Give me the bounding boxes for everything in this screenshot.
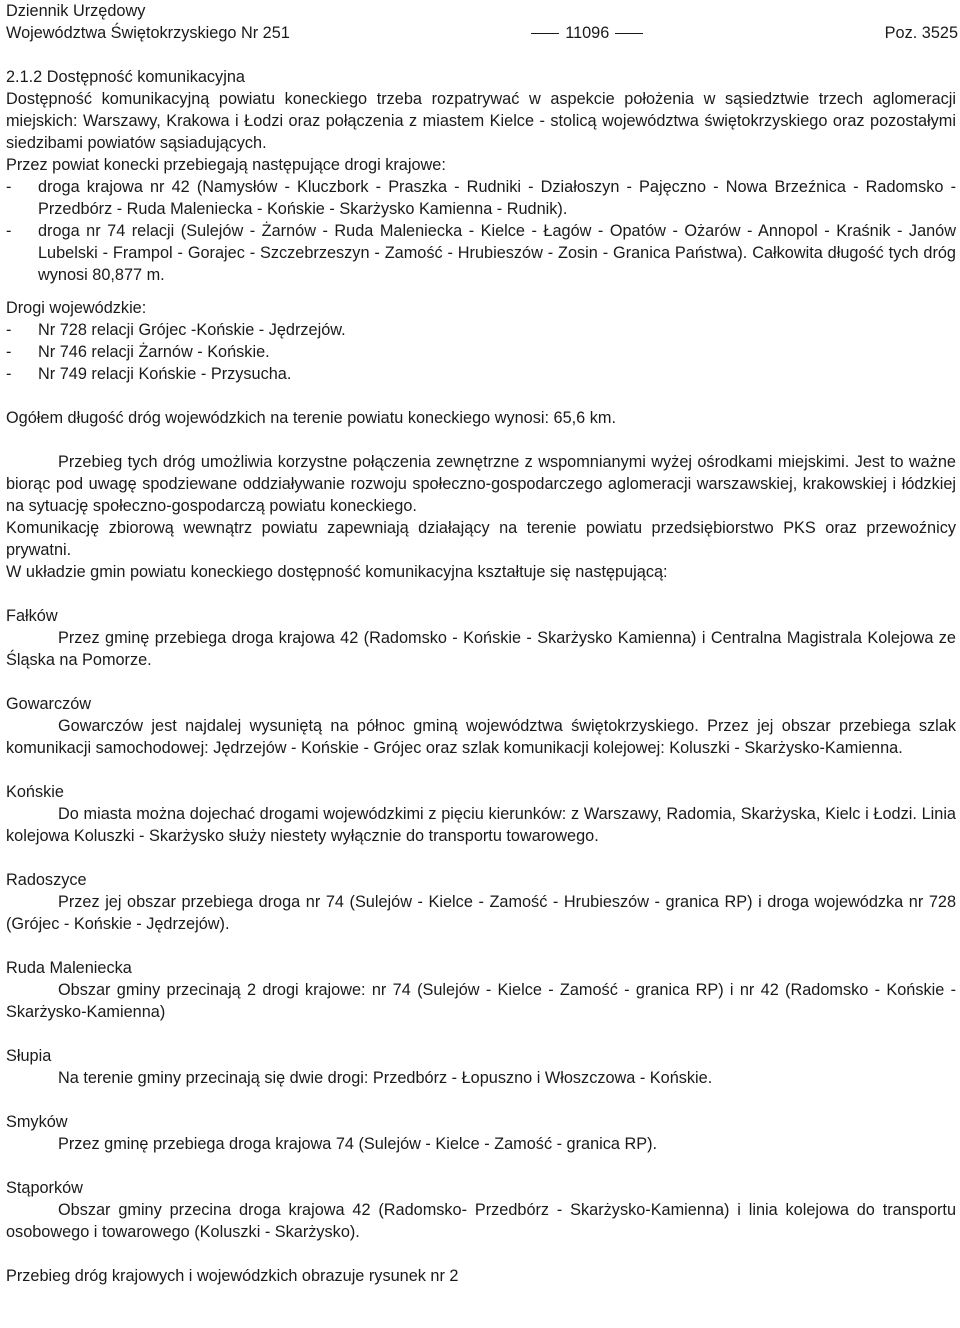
gmina-name: Ruda Maleniecka (6, 959, 132, 977)
list-dash: - (6, 343, 12, 361)
gminy-intro-paragraph: W układzie gmin powiatu koneckiego dostępność komunikacyjna kształtuje się następującą: (6, 563, 668, 581)
gmina-description: Na terenie gminy przecinają się dwie drogi: Przedbórz - Łopuszno i Włoszczowa - Końskie. (58, 1069, 713, 1087)
gmina-description: Obszar gminy przecinają 2 drogi krajowe: nr 74 (Sulejów - Kielce - Zamość - granica RP) i nr 42 (Radomsko - Końskie - Skarżysko-Kamienna) (6, 981, 956, 1021)
connections-paragraph: Przebieg tych dróg umożliwia korzystne połączenia zewnętrzne z wspomnianymi wyżej ośrodkami miejskimi. Jest to ważne biorąc pod uwagę spodziewane oddziaływanie rozwoju społeczno-gospodarczego aglomeracji warszawskiej, krakowskiej i łódzkiej na sytuację społeczno-gospodarczą powiatu koneckiego. (6, 453, 956, 515)
transport-paragraph: Komunikację zbiorową wewnątrz powiatu zapewniają działający na terenie powiatu przedsiębiorstwo PKS oraz przewoźnicy prywatni. (6, 519, 956, 559)
gmina-description: Gowarczów jest najdalej wysuniętą na północ gminą województwa świętokrzyskiego. Przez jej obszar przebiega szlak komunikacji samochodowej: Jędrzejów - Końskie - Grójec oraz szlak komunikacji kolejowej: Koluszki - Skarżysko-Kamienna. (6, 717, 956, 757)
voivodeship-road-728: Nr 728 relacji Grójec -Końskie - Jędrzejów. (38, 321, 346, 339)
list-dash: - (6, 365, 12, 383)
intro-paragraph: Dostępność komunikacyjną powiatu koneckiego trzeba rozpatrywać w aspekcie położenia w sąsiedztwie trzech aglomeracji miejskich: Warszawy, Krakowa i Łodzi oraz połączenia z miastem Kielce - stolicą województwa świętokrzyskiego oraz pozostałymi siedzibami powiatów sąsiadujących. (6, 90, 956, 152)
list-dash: - (6, 178, 12, 196)
gmina-name: Końskie (6, 783, 64, 801)
national-road-74: droga nr 74 relacji (Sulejów - Żarnów - Ruda Maleniecka - Kielce - Łagów - Opatów - Ożarów - Annopol - Kraśnik - Janów Lubelski - Frampol - Gorajec - Szczebrzeszyn - Zamość - Hrubieszów - Zosin - Granica Państwa). Całkowita długość tych dróg wynosi 80,877 m. (38, 222, 956, 284)
list-dash: - (6, 222, 12, 240)
gmina-name: Gowarczów (6, 695, 92, 713)
list-item (6, 176, 956, 220)
national-road-42: droga krajowa nr 42 (Namysłów - Kluczbork - Praszka - Rudniki - Działoszyn - Pajęczno - Nowa Brzeźnica - Radomsko - Przedbórz - Ruda Maleniecka - Końskie - Skarżysko Kamienna - Rudnik). (38, 178, 956, 218)
voivodeship-road-749: Nr 749 relacji Końskie - Przysucha. (38, 365, 292, 383)
gmina-name: Słupia (6, 1047, 52, 1065)
page-header (6, 0, 958, 44)
list-item (6, 319, 956, 341)
list-item (6, 220, 956, 286)
journal-title-line1: Dziennik Urzędowy (6, 2, 146, 20)
gmina-name: Radoszyce (6, 871, 87, 889)
total-length-paragraph: Ogółem długość dróg wojewódzkich na terenie powiatu koneckiego wynosi: 65,6 km. (6, 409, 616, 427)
position-number: Poz. 3525 (884, 24, 958, 42)
voivodeship-roads-title: Drogi wojewódzkie: (6, 299, 147, 317)
national-roads-intro: Przez powiat konecki przebiegają następujące drogi krajowe: (6, 156, 446, 174)
section-title: 2.1.2 Dostępność komunikacyjna (6, 68, 245, 86)
voivodeship-road-746: Nr 746 relacji Żarnów - Końskie. (38, 343, 270, 361)
page-number-rule-right (615, 33, 643, 34)
gmina-description: Przez gminę przebiega droga krajowa 74 (Sulejów - Kielce - Zamość - granica RP). (58, 1135, 658, 1153)
list-item (6, 363, 956, 385)
closing-paragraph: Przebieg dróg krajowych i wojewódzkich obrazuje rysunek nr 2 (6, 1267, 459, 1285)
gmina-description: Obszar gminy przecina droga krajowa 42 (Radomsko- Przedbórz - Skarżysko-Kamienna) i linia kolejowa do transportu osobowego i towarowego (Koluszki - Skarżysko). (6, 1201, 956, 1241)
journal-title-line2: Województwa Świętokrzyskiego Nr 251 (6, 24, 290, 42)
page-number: 11096 (565, 24, 610, 42)
gmina-name: Smyków (6, 1113, 68, 1131)
gmina-description: Przez jej obszar przebiega droga nr 74 (Sulejów - Kielce - Zamość - Hrubieszów - granica RP) i droga wojewódzka nr 728 (Grójec - Końskie - Jędrzejów). (6, 893, 956, 933)
list-item (6, 341, 956, 363)
gmina-description: Przez gminę przebiega droga krajowa 42 (Radomsko - Końskie - Skarżysko Kamienna) i Centralna Magistrala Kolejowa ze Śląska na Pomorze. (6, 629, 956, 669)
page-number-rule-left (531, 33, 559, 34)
list-dash: - (6, 321, 12, 339)
gmina-name: Fałków (6, 607, 58, 625)
document-body (6, 66, 956, 1287)
page-number-group (531, 22, 643, 44)
gmina-name: Stąporków (6, 1179, 83, 1197)
gmina-description: Do miasta można dojechać drogami wojewódzkimi z pięciu kierunków: z Warszawy, Radomia, Skarżyska, Kielc i Łodzi. Linia kolejowa Koluszki - Skarżysko służy niestety wyłącznie do transportu towarowego. (6, 805, 956, 845)
